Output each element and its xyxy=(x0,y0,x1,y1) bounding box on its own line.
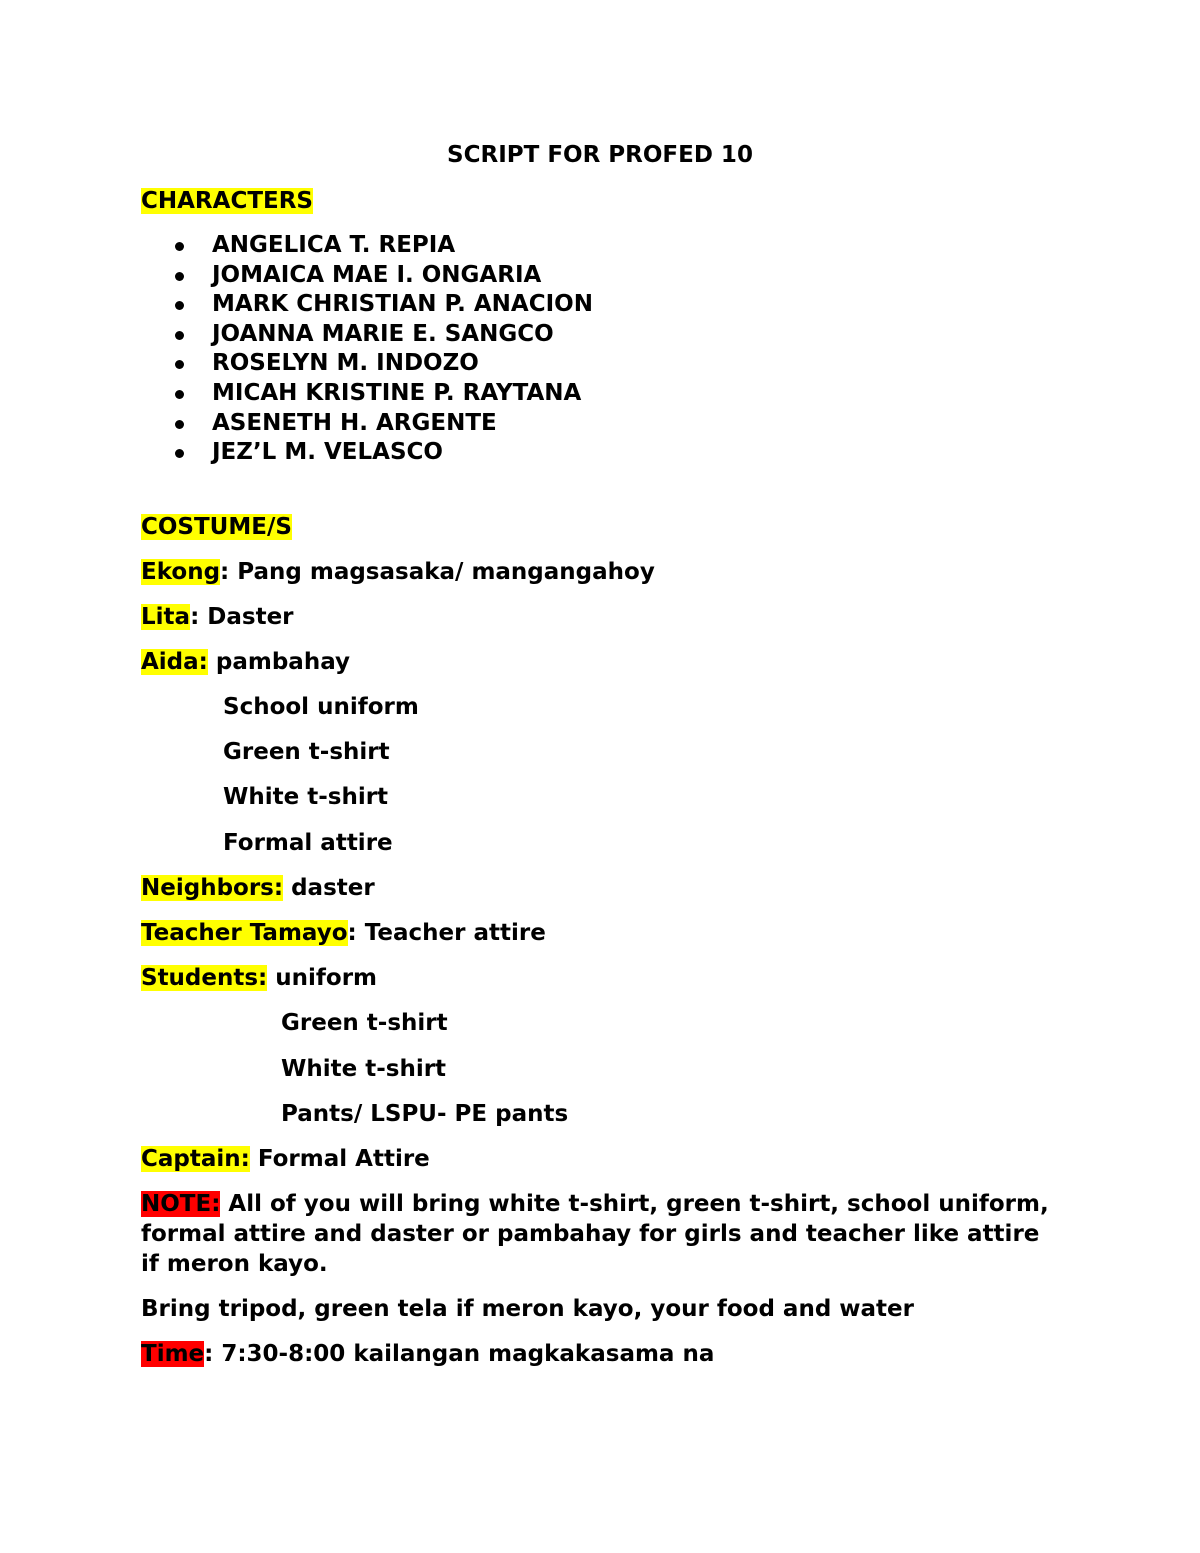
time-paragraph: Time: 7:30-8:00 kailangan magkakasama na xyxy=(141,1341,715,1367)
bullet-icon xyxy=(175,360,184,369)
characters-list xyxy=(141,231,593,468)
costume-aida-item: Formal attire xyxy=(223,830,393,856)
costume-teacher: Teacher Tamayo: Teacher attire xyxy=(141,920,546,946)
costume-aida-item: White t-shirt xyxy=(223,784,389,810)
costume-students: Students: uniform xyxy=(141,965,378,991)
character-item: MICAH KRISTINE P. RAYTANA xyxy=(141,379,593,409)
bullet-icon xyxy=(175,272,184,281)
costume-aida: Aida: pambahay xyxy=(141,649,350,675)
costume-ekong: Ekong: Pang magsasaka/ mangangahoy xyxy=(141,559,655,585)
costume-aida-item: Green t-shirt xyxy=(223,739,390,765)
bullet-icon xyxy=(175,420,184,429)
bullet-icon xyxy=(175,301,184,310)
bullet-icon xyxy=(175,331,184,340)
costume-aida-item: School uniform xyxy=(223,694,419,720)
character-item: MARK CHRISTIAN P. ANACION xyxy=(141,290,593,320)
costume-students-item: Green t-shirt xyxy=(281,1010,448,1036)
character-item: JEZ’L M. VELASCO xyxy=(141,438,593,468)
costume-lita: Lita: Daster xyxy=(141,604,294,630)
bullet-icon xyxy=(175,242,184,251)
character-item: ROSELYN M. INDOZO xyxy=(141,349,593,379)
document-title: SCRIPT FOR PROFED 10 xyxy=(447,142,753,168)
note-paragraph: NOTE: All of you will bring white t-shirt, green t-shirt, school uniform, formal attire and daster or pambahay for girls and teacher like attire if meron kayo. xyxy=(141,1191,1049,1277)
bring-paragraph: Bring tripod, green tela if meron kayo, your food and water xyxy=(141,1296,914,1322)
character-item: ASENETH H. ARGENTE xyxy=(141,409,593,439)
costume-neighbors: Neighbors: daster xyxy=(141,875,375,901)
character-item: ANGELICA T. REPIA xyxy=(141,231,593,261)
costume-captain: Captain: Formal Attire xyxy=(141,1146,430,1172)
costume-students-item: Pants/ LSPU- PE pants xyxy=(281,1101,569,1127)
bullet-icon xyxy=(175,390,184,399)
character-item: JOANNA MARIE E. SANGCO xyxy=(141,320,593,350)
character-item: JOMAICA MAE I. ONGARIA xyxy=(141,261,593,291)
costume-students-item: White t-shirt xyxy=(281,1056,447,1082)
costumes-heading: COSTUME/S xyxy=(141,514,292,540)
characters-heading: CHARACTERS xyxy=(141,188,313,214)
bullet-icon xyxy=(175,449,184,458)
